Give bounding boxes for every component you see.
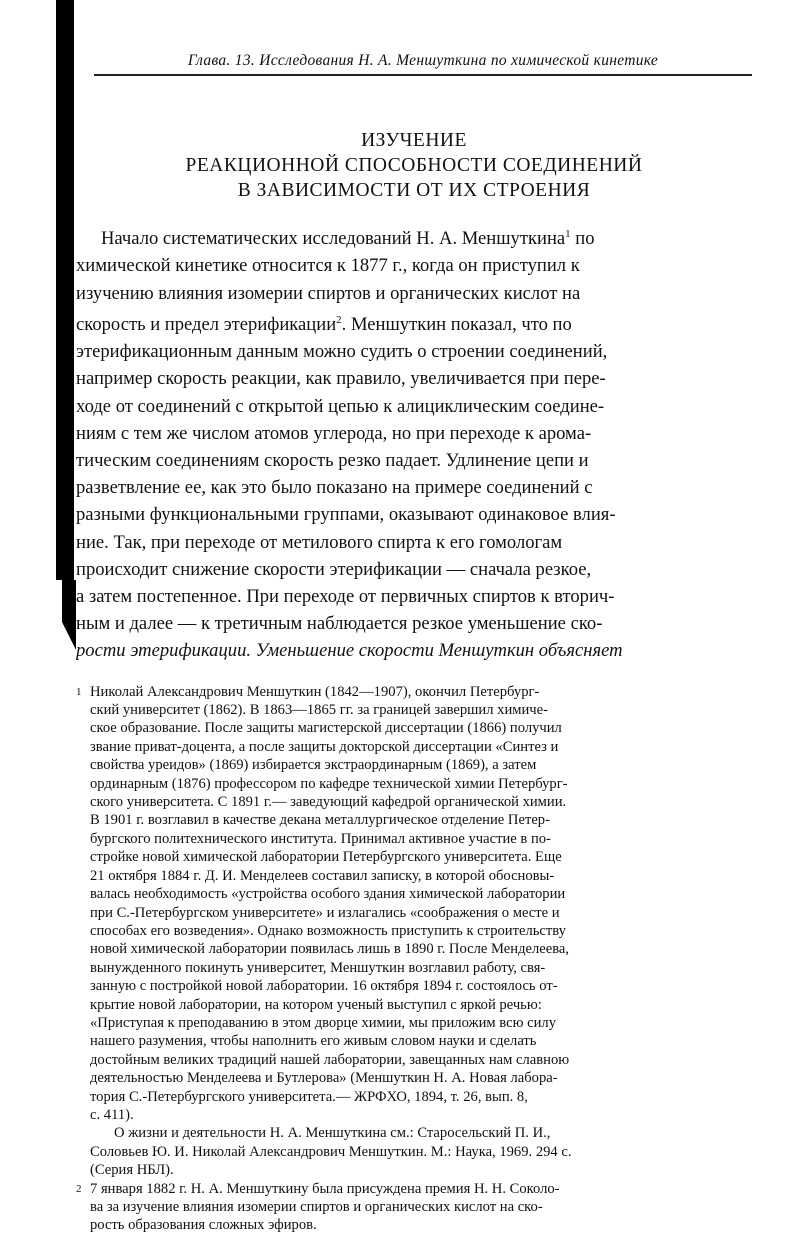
footnote-2-line: рость образования сложных эфиров. [90,1217,317,1234]
footnote-1-line: нашего разумения, чтобы наполнить его живым словом науки и сделать [90,1033,537,1050]
footnote-1-line: ского университета. С 1891 г.— заведующий кафедрой органической химии. [90,794,567,811]
title-line-1: ИЗУЧЕНИЕ [361,130,467,151]
footnote-1-line: с. 411). [90,1106,134,1123]
footnote-2-line: 2 7 января 1882 г. Н. А. Меншуткину была присуждена премия Н. Н. Соколо- [76,1180,560,1197]
body-line: Начало систематических исследований Н. А. Меншуткина$^1$ по [101,228,595,250]
footnote-1-line: крытие новой лаборатории, на котором ученый выступил с яркой речью: [90,996,542,1013]
footnote-2-line: ва за изучение влияния изомерии спиртов и органических кислот на ско- [90,1199,543,1215]
running-head: Глава. 13. Исследования Н. А. Меншуткина по химической кинетике [94,52,752,76]
body-line: изучению влияния изомерии спиртов и органических кислот на [76,282,581,304]
body-line: ходе от соединений с открытой цепью к алициклическим соедине- [76,395,605,417]
body-line: скорость и предел этерификации$^2$. Меншуткин показал, что по [76,313,572,335]
body-line: этерификационным данным можно судить о строении соединений, [76,341,608,363]
footnote-1-line: занную с постройкой новой лаборатории. 16 октября 1894 г. состоялось от- [90,978,558,995]
footnote-ref-1[interactable]: 1 [565,228,571,240]
footnote-1-line: вынужденного покинуть университет, Меншуткин возглавил работу, свя- [90,959,546,976]
body-line: а затем постепенное. При переходе от первичных спиртов к вторич- [76,586,615,608]
body-paragraph [76,221,752,665]
footnote-1-line: В 1901 г. возглавил в качестве декана металлургическое отделение Петер- [90,812,550,829]
footnote-1-line: звание приват-доцента, а после защиты докторской диссертации «Синтез и [90,738,559,755]
body-line: ным и далее — к третичным наблюдается резкое уменьшение ско- [76,613,603,635]
footnote-1-line: достойным великих традиций нашей лаборатории, завещанных нам славною [90,1051,570,1068]
footnote-1-line: бургского политехнического института. Принимал активное участие в по- [90,830,551,847]
footnote-ref-2[interactable]: 2 [336,313,342,326]
footnotes [76,683,752,1235]
body-line: химической кинетике относится к 1877 г., когда он приступил к [76,255,580,277]
footnote-marker-2: 2 [76,1182,82,1195]
footnote-1-line: 1 Николай Александрович Меншуткин (1842—1907), окончил Петербург- [76,683,540,700]
footnote-1-bibliography-line: Соловьев Ю. И. Николай Александрович Меншуткин. М.: Наука, 1969. 294 с. [90,1143,572,1160]
footnote-1-line: тория С.-Петербургского университета.— ЖРФХО, 1894, т. 26, вып. 8, [90,1088,528,1105]
body-line: происходит снижение скорости этерификации — сначала резкое, [76,558,592,580]
scan-edge-shadow [56,0,74,580]
footnote-1-line: стройке новой химической лаборатории Петербургского университета. Еще [90,849,562,866]
footnote-1-line: ординарным (1876) профессором по кафедре технической химии Петербург- [90,775,568,792]
footnote-1-line: при С.-Петербургском университете» и излагались «соображения о месте и [90,904,560,921]
footnote-1-line: деятельностью Менделеева и Бутлерова» (Меншуткин Н. А. Новая лабора- [90,1070,558,1087]
book-page [76,52,752,1235]
footnote-marker-1: 1 [76,685,82,698]
chapter-title [76,128,752,203]
title-line-3: В ЗАВИСИМОСТИ ОТ ИХ СТРОЕНИЯ [237,180,591,201]
footnote-1-line: 21 октября 1884 г. Д. И. Менделеев составил записку, в которой обосновы- [90,867,555,884]
body-line: рости этерификации. Уменьшение скорости Меншуткин объясняет [76,640,623,662]
footnote-1-line: ский университет (1862). В 1863—1865 гг. за границей завершил химиче- [90,702,548,719]
footnote-1-line: валась необходимость «устройства особого здания химической лаборатории [90,886,566,903]
footnote-1-bibliography-line: (Серия НБЛ). [90,1162,174,1179]
body-line: например скорость реакции, как правило, увеличивается при пере- [76,368,606,390]
body-line: ниям с тем же числом атомов углерода, но при переходе к арома- [76,422,592,444]
footnote-1-line: способах его возведения». Однако возможность приступить к строительству [90,922,566,939]
body-line: разветвление ее, как это было показано на примере соединений с [76,477,593,499]
body-line: тическим соединениям скорость резко падает. Удлинение цепи и [76,450,589,471]
body-line: ние. Так, при переходе от метилового спирта к его гомологам [76,531,563,553]
footnote-1-line: свойства уреидов» (1869) избирается экстраординарным (1869), а затем [90,757,537,774]
footnote-1-line: новой химической лаборатории появилась лишь в 1890 г. После Менделеева, [90,941,570,958]
footnote-1-line: «Приступая к преподаванию в этом дворце химии, мы приложим всю силу [90,1014,557,1031]
title-line-2: РЕАКЦИОННОЙ СПОСОБНОСТИ СОЕДИНЕНИЙ [185,155,643,176]
footnote-1-line: ское образование. После защиты магистерской диссертации (1866) получил [90,720,562,737]
scan-edge-shadow-tail [62,580,76,650]
body-line: разными функциональными группами, оказывают одинаковое влия- [76,504,616,526]
footnote-1-bibliography-line: О жизни и деятельности Н. А. Меншуткина см.: Старосельский П. И., [114,1125,551,1142]
